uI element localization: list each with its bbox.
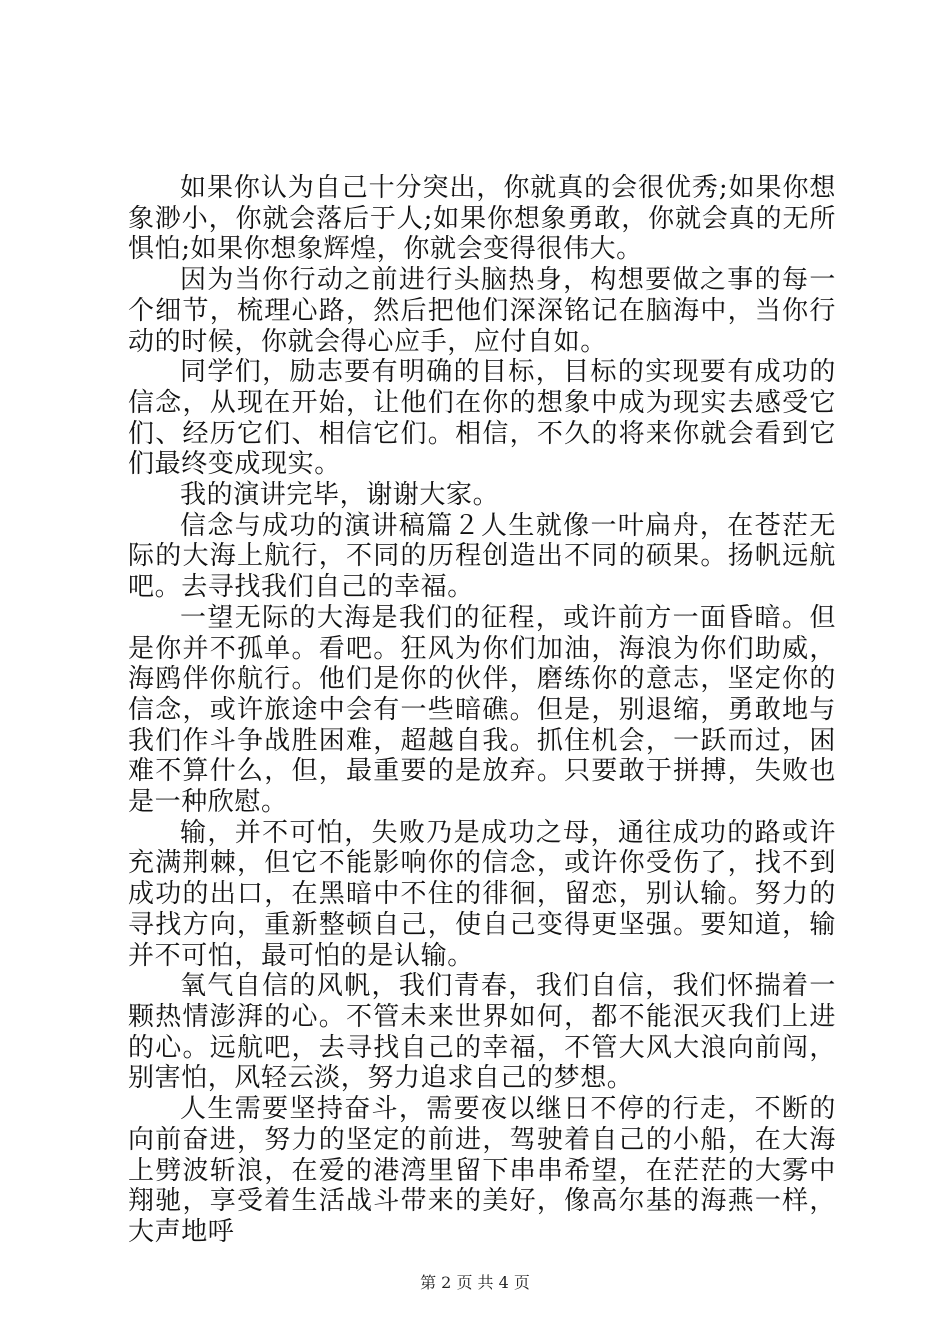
paragraph: 如果你认为自己十分突出，你就真的会很优秀;如果你想象渺小，你就会落后于人;如果你想象勇敢，你就会真的无所惧怕;如果你想象辉煌，你就会变得很伟大。	[128, 173, 836, 265]
paragraph: 人生需要坚持奋斗，需要夜以继日不停的行走，不断的向前奋进，努力的坚定的前进，驾驶着自己的小船，在大海上劈波斩浪，在爱的港湾里留下串串希望，在茫茫的大雾中翔驰，享受着生活战斗带来的美好，像高尔基的海燕一样，大声地呼	[128, 1094, 836, 1247]
paragraph: 信念与成功的演讲稿篇２人生就像一叶扁舟，在苍茫无际的大海上航行，不同的历程创造出不同的硕果。扬帆远航吧。去寻找我们自己的幸福。	[128, 510, 836, 603]
page-number-footer: 第 2 页 共 4 页	[420, 1273, 530, 1292]
document-body	[128, 173, 836, 1248]
paragraph: 同学们，励志要有明确的目标，目标的实现要有成功的信念，从现在开始，让他们在你的想象中成为现实去感受它们、经历它们、相信它们。相信，不久的将来你就会看到它们最终变成现实。	[128, 357, 836, 480]
paragraph: 因为当你行动之前进行头脑热身，构想要做之事的每一个细节，梳理心路，然后把他们深深铭记在脑海中，当你行动的时候，你就会得心应手，应付自如。	[128, 265, 836, 357]
paragraph: 一望无际的大海是我们的征程，或许前方一面昏暗。但是你并不孤单。看吧。狂风为你们加油，海浪为你们助威，海鸥伴你航行。他们是你的伙伴，磨练你的意志，坚定你的信念，或许旅途中会有一些暗礁。但是，别退缩，勇敢地与我们作斗争战胜困难，超越自我。抓住机会，一跃而过，困难不算什么，但，最重要的是放弃。只要敢于拼搏，失败也是一种欣慰。	[128, 602, 836, 818]
paragraph: 我的演讲完毕，谢谢大家。	[180, 480, 500, 511]
paragraph: 输，并不可怕，失败乃是成功之母，通往成功的路或许充满荆棘，但它不能影响你的信念，或许你受伤了，找不到成功的出口，在黑暗中不住的徘徊，留恋，别认输。努力的寻找方向，重新整顿自己，使自己变得更坚强。要知道，输并不可怕，最可怕的是认输。	[128, 817, 836, 971]
paragraph: 氧气自信的风帆，我们青春，我们自信，我们怀揣着一颗热情澎湃的心。不管未来世界如何，都不能泯灭我们上进的心。远航吧，去寻找自己的幸福，不管大风大浪向前闯，别害怕，风轻云淡，努力追求自己的梦想。	[128, 971, 836, 1094]
